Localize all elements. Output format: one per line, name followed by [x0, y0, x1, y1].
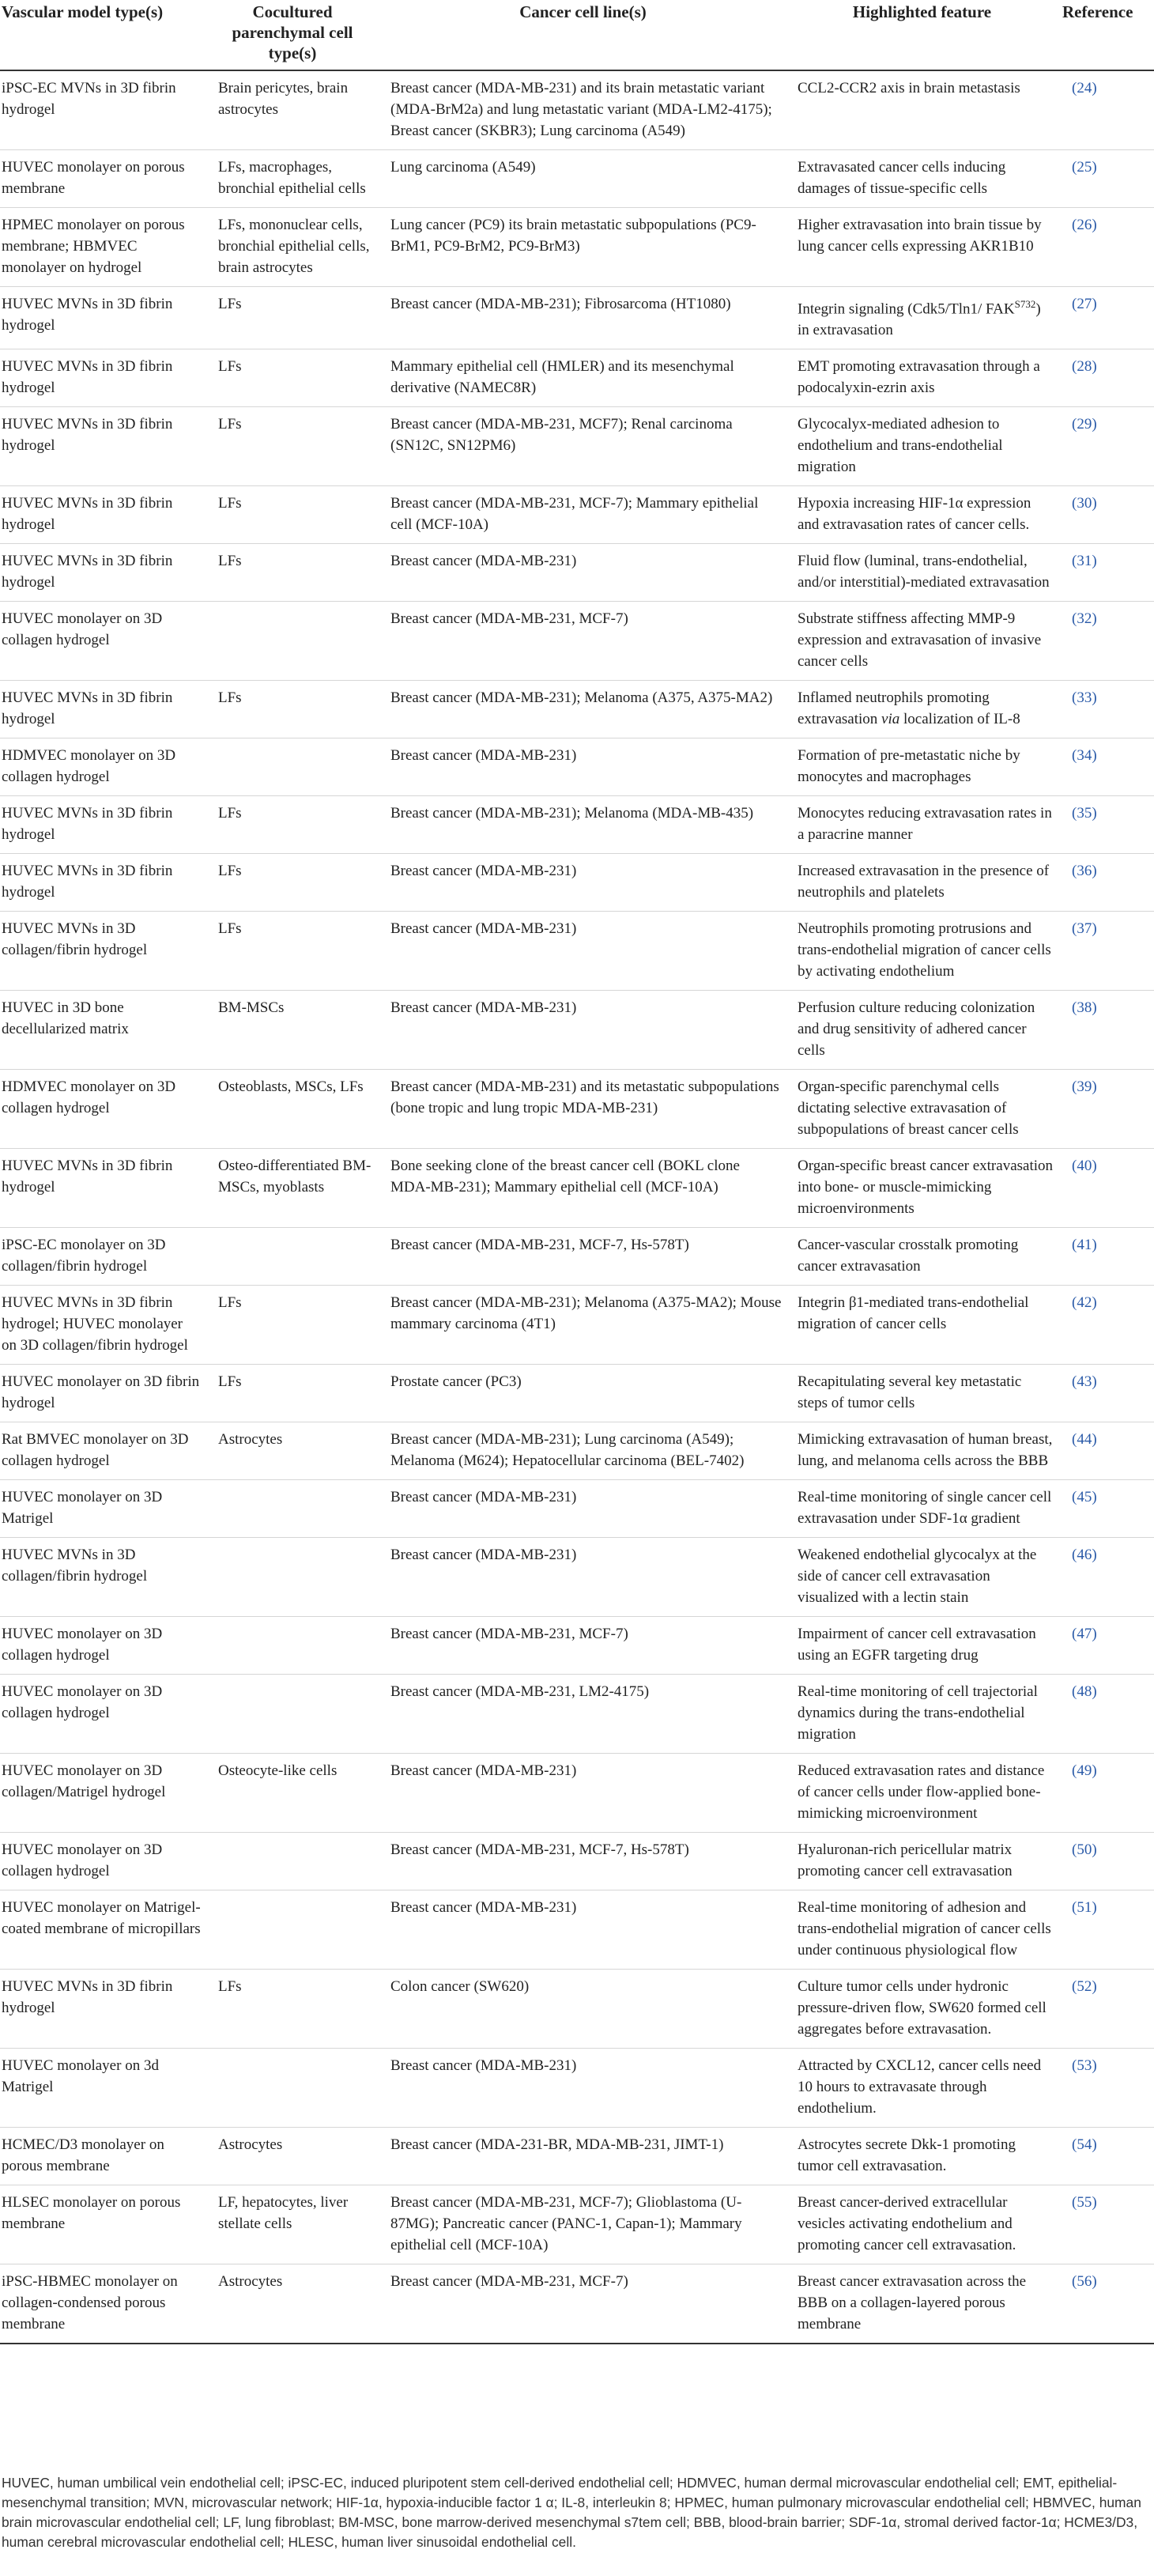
cell-cancer-cell-lines: Lung cancer (PC9) its brain metastatic subpopulations (PC9-BrM1, PC9-BrM2, PC9-BrM3): [383, 208, 788, 287]
cell-highlighted-feature: Hyaluronan-rich pericellular matrix promoting cancer cell extravasation: [788, 1833, 1061, 1890]
cell-reference-link[interactable]: (29): [1061, 407, 1154, 486]
cell-cocultured-cells: LFs, mononuclear cells, bronchial epithelial cells, brain astrocytes: [207, 208, 383, 287]
table-row: [0, 407, 1154, 486]
cell-cocultured-cells: LFs: [207, 287, 383, 349]
table-row: [0, 1286, 1154, 1365]
header-cancer-cell-lines: Cancer cell line(s): [383, 0, 788, 70]
cell-cocultured-cells: LFs: [207, 1970, 383, 2049]
header-vascular-model: Vascular model type(s): [0, 0, 207, 70]
cell-vascular-model: iPSC-HBMEC monolayer on collagen-condensed porous membrane: [0, 2264, 207, 2344]
cell-cocultured-cells: [207, 1538, 383, 1617]
cell-reference-link[interactable]: (30): [1061, 486, 1154, 544]
cell-cocultured-cells: [207, 738, 383, 796]
table-row: [0, 70, 1154, 150]
cell-highlighted-feature: Real-time monitoring of single cancer cell extravasation under SDF-1α gradient: [788, 1480, 1061, 1538]
cell-highlighted-feature: Fluid flow (luminal, trans-endothelial, and/or interstitial)-mediated extravasation: [788, 544, 1061, 602]
cell-reference-link[interactable]: (31): [1061, 544, 1154, 602]
cell-cancer-cell-lines: Breast cancer (MDA-MB-231, MCF-7): [383, 2264, 788, 2344]
cell-cancer-cell-lines: Breast cancer (MDA-MB-231, MCF-7, Hs-578T): [383, 1228, 788, 1286]
cell-cocultured-cells: LFs: [207, 854, 383, 912]
cell-vascular-model: HUVEC monolayer on 3D collagen hydrogel: [0, 1617, 207, 1675]
cell-cancer-cell-lines: Breast cancer (MDA-MB-231): [383, 738, 788, 796]
table-row: [0, 2264, 1154, 2344]
table-row: [0, 1365, 1154, 1422]
cell-highlighted-feature: Hypoxia increasing HIF-1α expression and extravasation rates of cancer cells.: [788, 486, 1061, 544]
table-row: [0, 287, 1154, 349]
cell-reference-link[interactable]: (45): [1061, 1480, 1154, 1538]
cell-vascular-model: HPMEC monolayer on porous membrane; HBMVEC monolayer on hydrogel: [0, 208, 207, 287]
cell-highlighted-feature: Breast cancer extravasation across the BBB on a collagen-layered porous membrane: [788, 2264, 1061, 2344]
table-row: [0, 1617, 1154, 1675]
cell-reference-link[interactable]: (36): [1061, 854, 1154, 912]
cell-cancer-cell-lines: Breast cancer (MDA-MB-231, MCF-7): [383, 602, 788, 681]
table-row: [0, 1538, 1154, 1617]
cell-cocultured-cells: LFs: [207, 1365, 383, 1422]
table-row: [0, 349, 1154, 407]
table-row: [0, 2185, 1154, 2264]
cell-cocultured-cells: [207, 1480, 383, 1538]
cell-cancer-cell-lines: Colon cancer (SW620): [383, 1970, 788, 2049]
cell-highlighted-feature: [788, 287, 1061, 349]
cell-cancer-cell-lines: Breast cancer (MDA-231-BR, MDA-MB-231, JIMT-1): [383, 2128, 788, 2185]
cell-vascular-model: HUVEC MVNs in 3D fibrin hydrogel: [0, 854, 207, 912]
cell-cocultured-cells: Astrocytes: [207, 2128, 383, 2185]
cell-highlighted-feature: EMT promoting extravasation through a podocalyxin-ezrin axis: [788, 349, 1061, 407]
cell-vascular-model: HUVEC MVNs in 3D fibrin hydrogel: [0, 407, 207, 486]
table-body: [0, 70, 1154, 2344]
cell-cocultured-cells: LF, hepatocytes, liver stellate cells: [207, 2185, 383, 2264]
cell-cocultured-cells: LFs, macrophages, bronchial epithelial cells: [207, 150, 383, 208]
feature-text-tail: ) in extravasation: [798, 300, 1041, 339]
cell-reference-link[interactable]: (52): [1061, 1970, 1154, 2049]
cell-highlighted-feature: Organ-specific breast cancer extravasation into bone- or muscle-mimicking microenvironments: [788, 1149, 1061, 1228]
cell-vascular-model: HUVEC MVNs in 3D fibrin hydrogel: [0, 486, 207, 544]
cell-cancer-cell-lines: Breast cancer (MDA-MB-231) and its metastatic subpopulations (bone tropic and lung tropic MDA-MB-231): [383, 1070, 788, 1149]
cell-highlighted-feature: Astrocytes secrete Dkk-1 promoting tumor cell extravasation.: [788, 2128, 1061, 2185]
cell-vascular-model: Rat BMVEC monolayer on 3D collagen hydrogel: [0, 1422, 207, 1480]
cell-highlighted-feature: CCL2-CCR2 axis in brain metastasis: [788, 70, 1061, 150]
cell-reference-link[interactable]: (49): [1061, 1754, 1154, 1833]
cell-vascular-model: HLSEC monolayer on porous membrane: [0, 2185, 207, 2264]
cell-reference-link[interactable]: (54): [1061, 2128, 1154, 2185]
cell-cocultured-cells: Osteoblasts, MSCs, LFs: [207, 1070, 383, 1149]
cell-reference-link[interactable]: (37): [1061, 912, 1154, 991]
cell-reference-link[interactable]: (33): [1061, 681, 1154, 738]
cell-vascular-model: HUVEC MVNs in 3D fibrin hydrogel: [0, 1149, 207, 1228]
table-row: [0, 1675, 1154, 1754]
table-row: [0, 544, 1154, 602]
cell-vascular-model: HUVEC MVNs in 3D fibrin hydrogel: [0, 796, 207, 854]
cell-cocultured-cells: [207, 602, 383, 681]
cell-cancer-cell-lines: Breast cancer (MDA-MB-231): [383, 991, 788, 1070]
cell-cancer-cell-lines: Breast cancer (MDA-MB-231); Fibrosarcoma (HT1080): [383, 287, 788, 349]
cell-cancer-cell-lines: Breast cancer (MDA-MB-231, LM2-4175): [383, 1675, 788, 1754]
table-row: [0, 1070, 1154, 1149]
cell-cancer-cell-lines: Breast cancer (MDA-MB-231); Melanoma (MDA-MB-435): [383, 796, 788, 854]
cell-cancer-cell-lines: Breast cancer (MDA-MB-231): [383, 1538, 788, 1617]
cell-vascular-model: iPSC-EC MVNs in 3D fibrin hydrogel: [0, 70, 207, 150]
table-row: [0, 150, 1154, 208]
table-row: [0, 912, 1154, 991]
cell-vascular-model: HUVEC monolayer on 3D Matrigel: [0, 1480, 207, 1538]
table-row: [0, 681, 1154, 738]
feature-text-part: localization of IL-8: [899, 711, 1020, 728]
cell-cancer-cell-lines: Breast cancer (MDA-MB-231, MCF-7); Mammary epithelial cell (MCF-10A): [383, 486, 788, 544]
cell-cocultured-cells: Astrocytes: [207, 1422, 383, 1480]
cell-highlighted-feature: Glycocalyx-mediated adhesion to endothelium and trans-endothelial migration: [788, 407, 1061, 486]
cell-highlighted-feature: Attracted by CXCL12, cancer cells need 10 hours to extravasate through endothelium.: [788, 2049, 1061, 2128]
cell-reference-link[interactable]: (42): [1061, 1286, 1154, 1365]
cell-highlighted-feature: Increased extravasation in the presence of neutrophils and platelets: [788, 854, 1061, 912]
header-reference: Reference: [1061, 0, 1154, 70]
table-row: [0, 738, 1154, 796]
table-row: [0, 2128, 1154, 2185]
cell-vascular-model: HUVEC MVNs in 3D fibrin hydrogel: [0, 1970, 207, 2049]
cell-highlighted-feature: Integrin β1-mediated trans-endothelial migration of cancer cells: [788, 1286, 1061, 1365]
cell-cancer-cell-lines: Breast cancer (MDA-MB-231): [383, 912, 788, 991]
cell-highlighted-feature: Recapitulating several key metastatic steps of tumor cells: [788, 1365, 1061, 1422]
feature-text-part: Inflamed neutrophils promoting extravasation: [798, 689, 990, 728]
cell-cancer-cell-lines: Breast cancer (MDA-MB-231); Melanoma (A375, A375-MA2): [383, 681, 788, 738]
table-row: [0, 796, 1154, 854]
table-row: [0, 2049, 1154, 2128]
table-row: [0, 854, 1154, 912]
cell-reference-link[interactable]: (53): [1061, 2049, 1154, 2128]
cell-cancer-cell-lines: Breast cancer (MDA-MB-231): [383, 1754, 788, 1833]
cell-reference-link[interactable]: (55): [1061, 2185, 1154, 2264]
cell-cocultured-cells: LFs: [207, 349, 383, 407]
table-row: [0, 1754, 1154, 1833]
cell-reference-link[interactable]: (25): [1061, 150, 1154, 208]
cell-cocultured-cells: [207, 2049, 383, 2128]
feature-superscript: S732: [1014, 298, 1036, 310]
cell-highlighted-feature: [788, 681, 1061, 738]
table-row: [0, 1970, 1154, 2049]
header-cocultured-cells: Cocultured parenchymal cell type(s): [207, 0, 383, 70]
cell-vascular-model: HUVEC monolayer on 3D collagen hydrogel: [0, 602, 207, 681]
cell-vascular-model: HDMVEC monolayer on 3D collagen hydrogel: [0, 738, 207, 796]
cell-reference-link[interactable]: (51): [1061, 1890, 1154, 1970]
cell-cancer-cell-lines: Breast cancer (MDA-MB-231, MCF-7); Glioblastoma (U-87MG); Pancreatic cancer (PANC-1, Capan-1); Mammary epithelial cell (MCF-10A): [383, 2185, 788, 2264]
cell-vascular-model: HUVEC MVNs in 3D fibrin hydrogel; HUVEC monolayer on 3D collagen/fibrin hydrogel: [0, 1286, 207, 1365]
cell-vascular-model: HUVEC monolayer on 3D collagen hydrogel: [0, 1833, 207, 1890]
cell-vascular-model: HUVEC monolayer on Matrigel-coated membrane of micropillars: [0, 1890, 207, 1970]
cell-vascular-model: HUVEC monolayer on 3D collagen hydrogel: [0, 1675, 207, 1754]
cell-cancer-cell-lines: Mammary epithelial cell (HMLER) and its mesenchymal derivative (NAMEC8R): [383, 349, 788, 407]
cell-highlighted-feature: Impairment of cancer cell extravasation using an EGFR targeting drug: [788, 1617, 1061, 1675]
cell-reference-link[interactable]: (35): [1061, 796, 1154, 854]
header-highlighted-feature: Highlighted feature: [788, 0, 1061, 70]
cell-cancer-cell-lines: Breast cancer (MDA-MB-231); Lung carcinoma (A549); Melanoma (M624); Hepatocellular carcinoma (BEL-7402): [383, 1422, 788, 1480]
cell-vascular-model: HUVEC MVNs in 3D fibrin hydrogel: [0, 544, 207, 602]
cell-reference-link[interactable]: (44): [1061, 1422, 1154, 1480]
cell-highlighted-feature: Cancer-vascular crosstalk promoting cancer extravasation: [788, 1228, 1061, 1286]
cell-highlighted-feature: Mimicking extravasation of human breast, lung, and melanoma cells across the BBB: [788, 1422, 1061, 1480]
cell-vascular-model: HUVEC MVNs in 3D fibrin hydrogel: [0, 287, 207, 349]
table-row: [0, 602, 1154, 681]
cell-cocultured-cells: [207, 1617, 383, 1675]
cell-cancer-cell-lines: Breast cancer (MDA-MB-231): [383, 544, 788, 602]
cell-cancer-cell-lines: Breast cancer (MDA-MB-231): [383, 854, 788, 912]
cell-highlighted-feature: Perfusion culture reducing colonization and drug sensitivity of adhered cancer cells: [788, 991, 1061, 1070]
table-header: [0, 0, 1154, 70]
cell-reference-link[interactable]: (56): [1061, 2264, 1154, 2344]
cell-cocultured-cells: Brain pericytes, brain astrocytes: [207, 70, 383, 150]
cell-reference-link[interactable]: (41): [1061, 1228, 1154, 1286]
cell-cocultured-cells: Astrocytes: [207, 2264, 383, 2344]
cell-vascular-model: HUVEC MVNs in 3D fibrin hydrogel: [0, 681, 207, 738]
cell-reference-link[interactable]: (28): [1061, 349, 1154, 407]
cell-cancer-cell-lines: Breast cancer (MDA-MB-231); Melanoma (A375-MA2); Mouse mammary carcinoma (4T1): [383, 1286, 788, 1365]
cell-vascular-model: HCMEC/D3 monolayer on porous membrane: [0, 2128, 207, 2185]
cell-reference-link[interactable]: (40): [1061, 1149, 1154, 1228]
cell-reference-link[interactable]: (47): [1061, 1617, 1154, 1675]
cell-vascular-model: HDMVEC monolayer on 3D collagen hydrogel: [0, 1070, 207, 1149]
cell-highlighted-feature: Substrate stiffness affecting MMP-9 expression and extravasation of invasive cancer cells: [788, 602, 1061, 681]
cell-cocultured-cells: [207, 1890, 383, 1970]
table-row: [0, 1833, 1154, 1890]
cell-highlighted-feature: Breast cancer-derived extracellular vesicles activating endothelium and promoting cancer cell extravasation.: [788, 2185, 1061, 2264]
cell-cocultured-cells: LFs: [207, 1286, 383, 1365]
cell-cocultured-cells: LFs: [207, 681, 383, 738]
cell-reference-link[interactable]: (50): [1061, 1833, 1154, 1890]
cell-highlighted-feature: Formation of pre-metastatic niche by monocytes and macrophages: [788, 738, 1061, 796]
cell-cancer-cell-lines: Lung carcinoma (A549): [383, 150, 788, 208]
cell-cocultured-cells: LFs: [207, 912, 383, 991]
cell-cancer-cell-lines: Breast cancer (MDA-MB-231): [383, 1890, 788, 1970]
cell-cocultured-cells: LFs: [207, 486, 383, 544]
feature-italic-word: via: [881, 711, 900, 728]
feature-text: Integrin signaling (Cdk5/Tln1/ FAK: [798, 300, 1015, 318]
cell-vascular-model: HUVEC MVNs in 3D fibrin hydrogel: [0, 349, 207, 407]
cell-highlighted-feature: Neutrophils promoting protrusions and trans-endothelial migration of cancer cells by activating endothelium: [788, 912, 1061, 991]
cell-highlighted-feature: Higher extravasation into brain tissue by lung cancer cells expressing AKR1B10: [788, 208, 1061, 287]
cell-cocultured-cells: LFs: [207, 407, 383, 486]
table-row: [0, 1890, 1154, 1970]
header-row: [0, 0, 1154, 70]
cell-vascular-model: HUVEC MVNs in 3D collagen/fibrin hydrogel: [0, 912, 207, 991]
cell-cancer-cell-lines: Bone seeking clone of the breast cancer cell (BOKL clone MDA-MB-231); Mammary epithelial cell (MCF-10A): [383, 1149, 788, 1228]
cell-vascular-model: HUVEC monolayer on porous membrane: [0, 150, 207, 208]
cell-vascular-model: HUVEC in 3D bone decellularized matrix: [0, 991, 207, 1070]
cell-highlighted-feature: Extravasated cancer cells inducing damages of tissue-specific cells: [788, 150, 1061, 208]
cell-cancer-cell-lines: Breast cancer (MDA-MB-231, MCF-7): [383, 1617, 788, 1675]
cell-cancer-cell-lines: Breast cancer (MDA-MB-231, MCF-7, Hs-578T): [383, 1833, 788, 1890]
table-row: [0, 1422, 1154, 1480]
cell-highlighted-feature: Real-time monitoring of cell trajectorial dynamics during the trans-endothelial migration: [788, 1675, 1061, 1754]
cell-cocultured-cells: [207, 1675, 383, 1754]
cell-reference-link[interactable]: (26): [1061, 208, 1154, 287]
cell-reference-link[interactable]: (27): [1061, 287, 1154, 349]
cell-highlighted-feature: Culture tumor cells under hydronic pressure-driven flow, SW620 formed cell aggregates before extravasation.: [788, 1970, 1061, 2049]
cell-reference-link[interactable]: (48): [1061, 1675, 1154, 1754]
cell-cancer-cell-lines: Breast cancer (MDA-MB-231): [383, 1480, 788, 1538]
cell-cocultured-cells: LFs: [207, 796, 383, 854]
table-row: [0, 486, 1154, 544]
cell-vascular-model: iPSC-EC monolayer on 3D collagen/fibrin hydrogel: [0, 1228, 207, 1286]
cell-cancer-cell-lines: Prostate cancer (PC3): [383, 1365, 788, 1422]
cell-highlighted-feature: Organ-specific parenchymal cells dictating selective extravasation of subpopulations of breast cancer cells: [788, 1070, 1061, 1149]
cell-vascular-model: HUVEC monolayer on 3d Matrigel: [0, 2049, 207, 2128]
cell-cocultured-cells: BM-MSCs: [207, 991, 383, 1070]
cell-reference-link[interactable]: (34): [1061, 738, 1154, 796]
cell-reference-link[interactable]: (43): [1061, 1365, 1154, 1422]
cell-cancer-cell-lines: Breast cancer (MDA-MB-231) and its brain metastatic variant (MDA-BrM2a) and lung metastatic variant (MDA-LM2-4175); Breast cancer (SKBR3); Lung carcinoma (A549): [383, 70, 788, 150]
cell-cocultured-cells: [207, 1833, 383, 1890]
cell-cancer-cell-lines: Breast cancer (MDA-MB-231, MCF7); Renal carcinoma (SN12C, SN12PM6): [383, 407, 788, 486]
cell-cancer-cell-lines: Breast cancer (MDA-MB-231): [383, 2049, 788, 2128]
table-row: [0, 1480, 1154, 1538]
cell-reference-link[interactable]: (39): [1061, 1070, 1154, 1149]
cell-highlighted-feature: Weakened endothelial glycocalyx at the side of cancer cell extravasation visualized with a lectin stain: [788, 1538, 1061, 1617]
cell-cocultured-cells: Osteocyte-like cells: [207, 1754, 383, 1833]
cell-cocultured-cells: [207, 1228, 383, 1286]
cell-highlighted-feature: Monocytes reducing extravasation rates in a paracrine manner: [788, 796, 1061, 854]
table-row: [0, 1149, 1154, 1228]
table-footnote: HUVEC, human umbilical vein endothelial cell; iPSC-EC, induced pluripotent stem cell-derived endothelial cell; HDMVEC, human dermal microvascular endothelial cell; EMT, epithelial-mesenchymal transition; MVN, microvascular network; HIF-1α, hypoxia-inducible factor 1 α; IL-8, interleukin 8; HPMEC, human pulmonary microvascular endothelial cell; HBMVEC, human brain microvascular endothelial cell; LF, lung fibroblast; BM-MSC, bone marrow-derived mesenchymal s7tem cell; BBB, blood-brain barrier; SDF-1α, stromal derived factor-1α; HCME3/D3, human cerebral microvascular endothelial cell; HLESC, human liver sinusoidal endothelial cell.: [2, 2475, 1141, 2550]
cell-cocultured-cells: LFs: [207, 544, 383, 602]
cell-highlighted-feature: Reduced extravasation rates and distance of cancer cells under flow-applied bone-mimicking microenvironment: [788, 1754, 1061, 1833]
table-row: [0, 208, 1154, 287]
table-row: [0, 991, 1154, 1070]
cell-vascular-model: HUVEC monolayer on 3D collagen/Matrigel hydrogel: [0, 1754, 207, 1833]
cell-reference-link[interactable]: (32): [1061, 602, 1154, 681]
cell-reference-link[interactable]: (24): [1061, 70, 1154, 150]
cell-cocultured-cells: Osteo-differentiated BM-MSCs, myoblasts: [207, 1149, 383, 1228]
cell-reference-link[interactable]: (46): [1061, 1538, 1154, 1617]
cell-vascular-model: HUVEC MVNs in 3D collagen/fibrin hydrogel: [0, 1538, 207, 1617]
cell-vascular-model: HUVEC monolayer on 3D fibrin hydrogel: [0, 1365, 207, 1422]
cell-reference-link[interactable]: (38): [1061, 991, 1154, 1070]
cell-highlighted-feature: Real-time monitoring of adhesion and trans-endothelial migration of cancer cells under continuous physiological flow: [788, 1890, 1061, 1970]
table-row: [0, 1228, 1154, 1286]
